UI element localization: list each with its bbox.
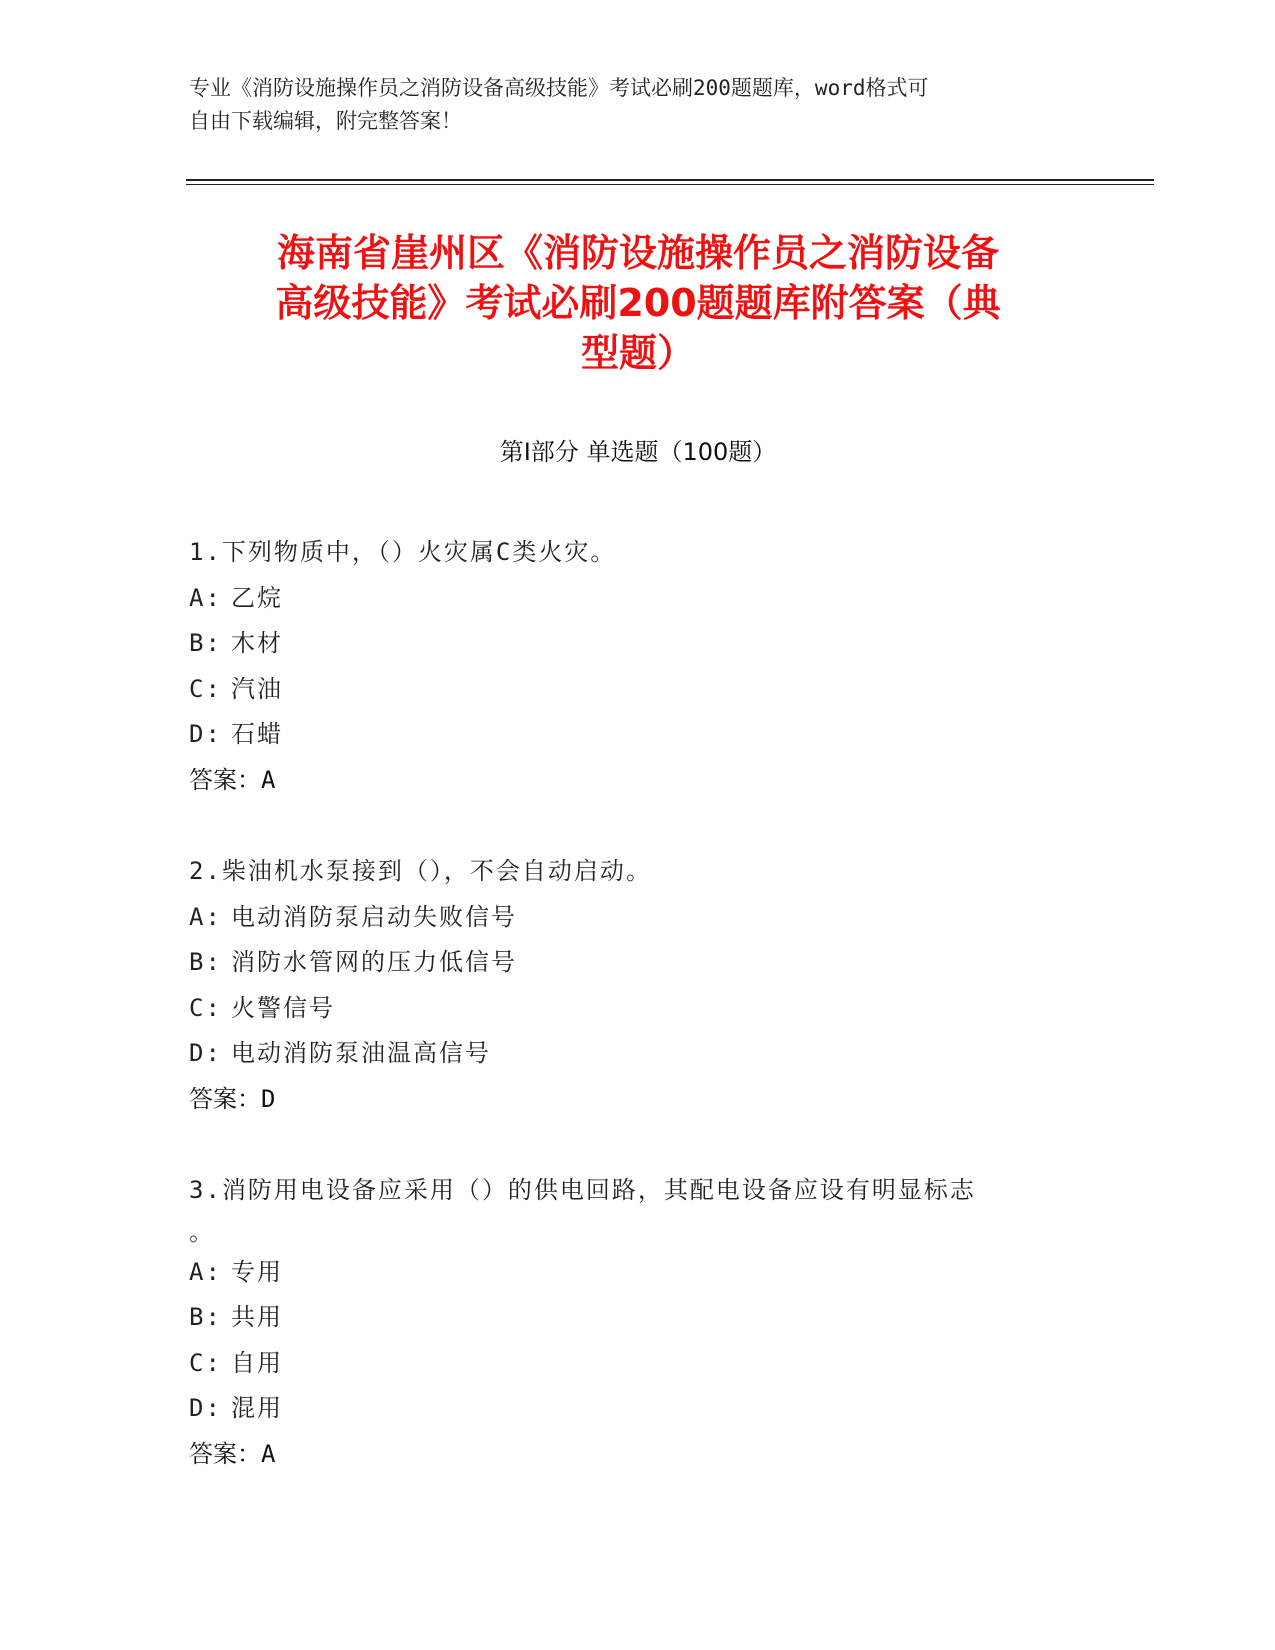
- answer-label: 答案：: [189, 765, 261, 794]
- option-b: [189, 1295, 1069, 1341]
- question-list: [189, 530, 1069, 1523]
- option-text: 木材: [231, 629, 283, 657]
- option-text: 共用: [231, 1303, 283, 1331]
- option-a: [189, 576, 1069, 622]
- question-stem: 2.柴油机水泵接到（），不会自动启动。: [189, 857, 652, 885]
- option-letter: B:: [189, 948, 222, 976]
- option-text: 消防水管网的压力低信号: [231, 948, 517, 976]
- header-note-line-2: 自由下载编辑，附完整答案！: [189, 109, 462, 133]
- option-a: [189, 1250, 1069, 1296]
- header-note-line-1: 专业《消防设施操作员之消防设备高级技能》考试必刷200题题库，word格式可: [189, 76, 929, 100]
- option-c: [189, 1341, 1069, 1387]
- option-text: 火警信号: [231, 993, 335, 1022]
- option-text: 自用: [231, 1348, 283, 1377]
- option-letter: D:: [189, 1394, 222, 1422]
- option-letter: B:: [189, 1303, 222, 1331]
- answer-value: A: [261, 765, 276, 794]
- answer-label: 答案：: [189, 1439, 261, 1468]
- answer-value: D: [261, 1084, 276, 1113]
- question-stem-continuation: 。: [189, 1217, 213, 1246]
- question-1: [189, 530, 1069, 803]
- option-text: 专用: [231, 1257, 283, 1286]
- option-text: 电动消防泵油温高信号: [231, 1039, 491, 1067]
- option-text: 汽油: [231, 674, 283, 703]
- option-b: [189, 940, 1069, 986]
- option-letter: A:: [189, 583, 222, 612]
- answer: [189, 1432, 1069, 1478]
- option-letter: B:: [189, 629, 222, 657]
- header-note: [189, 72, 1069, 138]
- document-title: [186, 228, 1090, 378]
- option-text: 混用: [231, 1394, 283, 1422]
- option-c: [189, 667, 1069, 713]
- document-title-line-2: 高级技能》考试必刷200题题库附答案（典: [275, 281, 1001, 325]
- question-3: [189, 1168, 1069, 1477]
- answer-label: 答案：: [189, 1084, 261, 1113]
- option-letter: A:: [189, 902, 222, 931]
- option-letter: C:: [189, 674, 222, 703]
- section-title: 第Ⅰ部分 单选题（100题）: [499, 438, 777, 466]
- question-stem: 3.消防用电设备应采用（）的供电回路，其配电设备应设有明显标志: [189, 1176, 976, 1204]
- answer: [189, 1077, 1069, 1123]
- option-b: [189, 621, 1069, 667]
- option-text: 石蜡: [231, 720, 283, 748]
- option-c: [189, 986, 1069, 1032]
- option-letter: C:: [189, 993, 222, 1022]
- question-2: [189, 849, 1069, 1122]
- answer-value: A: [261, 1439, 276, 1468]
- option-d: [189, 712, 1069, 758]
- option-a: [189, 895, 1069, 941]
- header-rule-thin: [186, 184, 1154, 185]
- option-d: [189, 1386, 1069, 1432]
- document-title-line-3: 型题）: [580, 331, 695, 375]
- option-text: 乙烷: [231, 583, 283, 612]
- option-d: [189, 1031, 1069, 1077]
- question-stem: 1.下列物质中，（）火灾属C类火灾。: [189, 538, 617, 566]
- option-text: 电动消防泵启动失败信号: [231, 902, 517, 931]
- option-letter: C:: [189, 1348, 222, 1377]
- option-letter: D:: [189, 1039, 222, 1067]
- answer: [189, 758, 1069, 804]
- document-title-line-1: 海南省崖州区《消防设施操作员之消防设备: [276, 231, 999, 275]
- header-rule-thick: [186, 179, 1154, 181]
- option-letter: D:: [189, 720, 222, 748]
- option-letter: A:: [189, 1257, 222, 1286]
